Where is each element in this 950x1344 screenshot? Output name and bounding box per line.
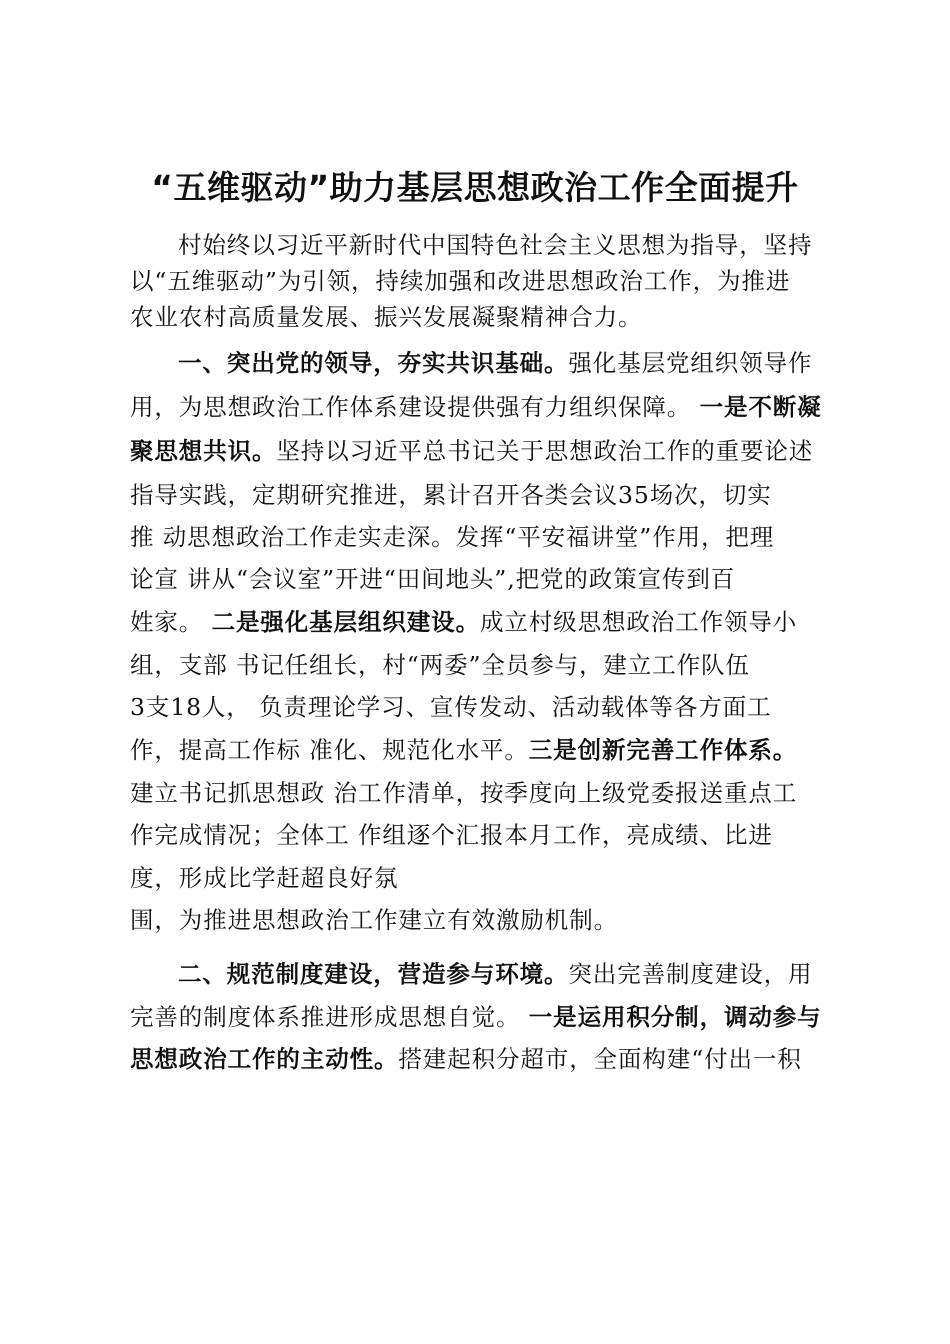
- paragraph-line: 建立书记抓思想政 治工作清单，按季度向上级党委报送重点工: [130, 779, 798, 807]
- section-heading: 二、规范制度建设，营造参与环境。: [178, 960, 569, 988]
- document-title: “五维驱动”助力基层思想政治工作全面提升: [151, 168, 799, 207]
- paragraph-line: 围，为推进思想政治工作建立有效激励机制。: [130, 906, 618, 934]
- paragraph-line: 以“五维驱动”为引领，持续加强和改进思想政治工作，为推进: [130, 267, 791, 295]
- subsection-heading: 一是不断凝: [699, 393, 822, 421]
- paragraph-line: 作，提高工作标 准化、规范化水平。三是创新完善工作体系。: [130, 736, 798, 764]
- paragraph-line: 组，支部 书记任组长，村“两委”全员参与，建立工作队伍: [130, 651, 750, 679]
- paragraph-line: 村始终以习近平新时代中国特色社会主义思想为指导，坚持: [178, 231, 813, 259]
- subsection-heading: 思想政治工作的主动性。: [130, 1045, 399, 1073]
- paragraph-line: 推 动思想政治工作走实走深。发挥“平安福讲堂”作用，把理: [130, 523, 775, 551]
- section-heading: 一、突出党的领导，夯实共识基础。: [178, 349, 569, 377]
- paragraph-line: 一、突出党的领导，夯实共识基础。强化基层党组织领导作: [178, 349, 813, 377]
- subsection-heading: 聚思想共识。: [130, 437, 277, 465]
- paragraph-line: 度，形成比学赶超良好氛: [130, 864, 399, 892]
- paragraph-line: 用，为思想政治工作体系建设提供强有力组织保障。 一是不断凝: [130, 393, 822, 421]
- subsection-heading: 一是运用积分制，调动参与: [528, 1003, 822, 1031]
- paragraph-line: 思想政治工作的主动性。搭建起积分超市，全面构建“付出一积: [130, 1045, 802, 1073]
- paragraph-line: 指导实践，定期研究推进，累计召开各类会议35场次，切实: [130, 481, 772, 509]
- paragraph-line: 姓家。 二是强化基层组织建设。成立村级思想政治工作领导小: [130, 608, 798, 636]
- subsection-heading: 三是创新完善工作体系。: [528, 736, 798, 764]
- paragraph-line: 农业农村高质量发展、振兴发展凝聚精神合力。: [130, 303, 643, 331]
- paragraph-line: 二、规范制度建设，营造参与环境。突出完善制度建设，用: [178, 960, 813, 988]
- paragraph-line: 论宣 讲从“会议室”开进“田间地头”,把党的政策宣传到百: [130, 565, 736, 593]
- paragraph-line: 聚思想共识。坚持以习近平总书记关于思想政治工作的重要论述: [130, 437, 814, 465]
- paragraph-line: 3支18人， 负责理论学习、宣传发动、活动载体等各方面工: [130, 693, 772, 721]
- paragraph-line: 完善的制度体系推进形成思想自觉。 一是运用积分制，调动参与: [130, 1003, 822, 1031]
- paragraph-line: 作完成情况；全体工 作组逐个汇报本月工作，亮成绩、比进: [130, 821, 773, 849]
- subsection-heading: 二是强化基层组织建设。: [211, 608, 480, 636]
